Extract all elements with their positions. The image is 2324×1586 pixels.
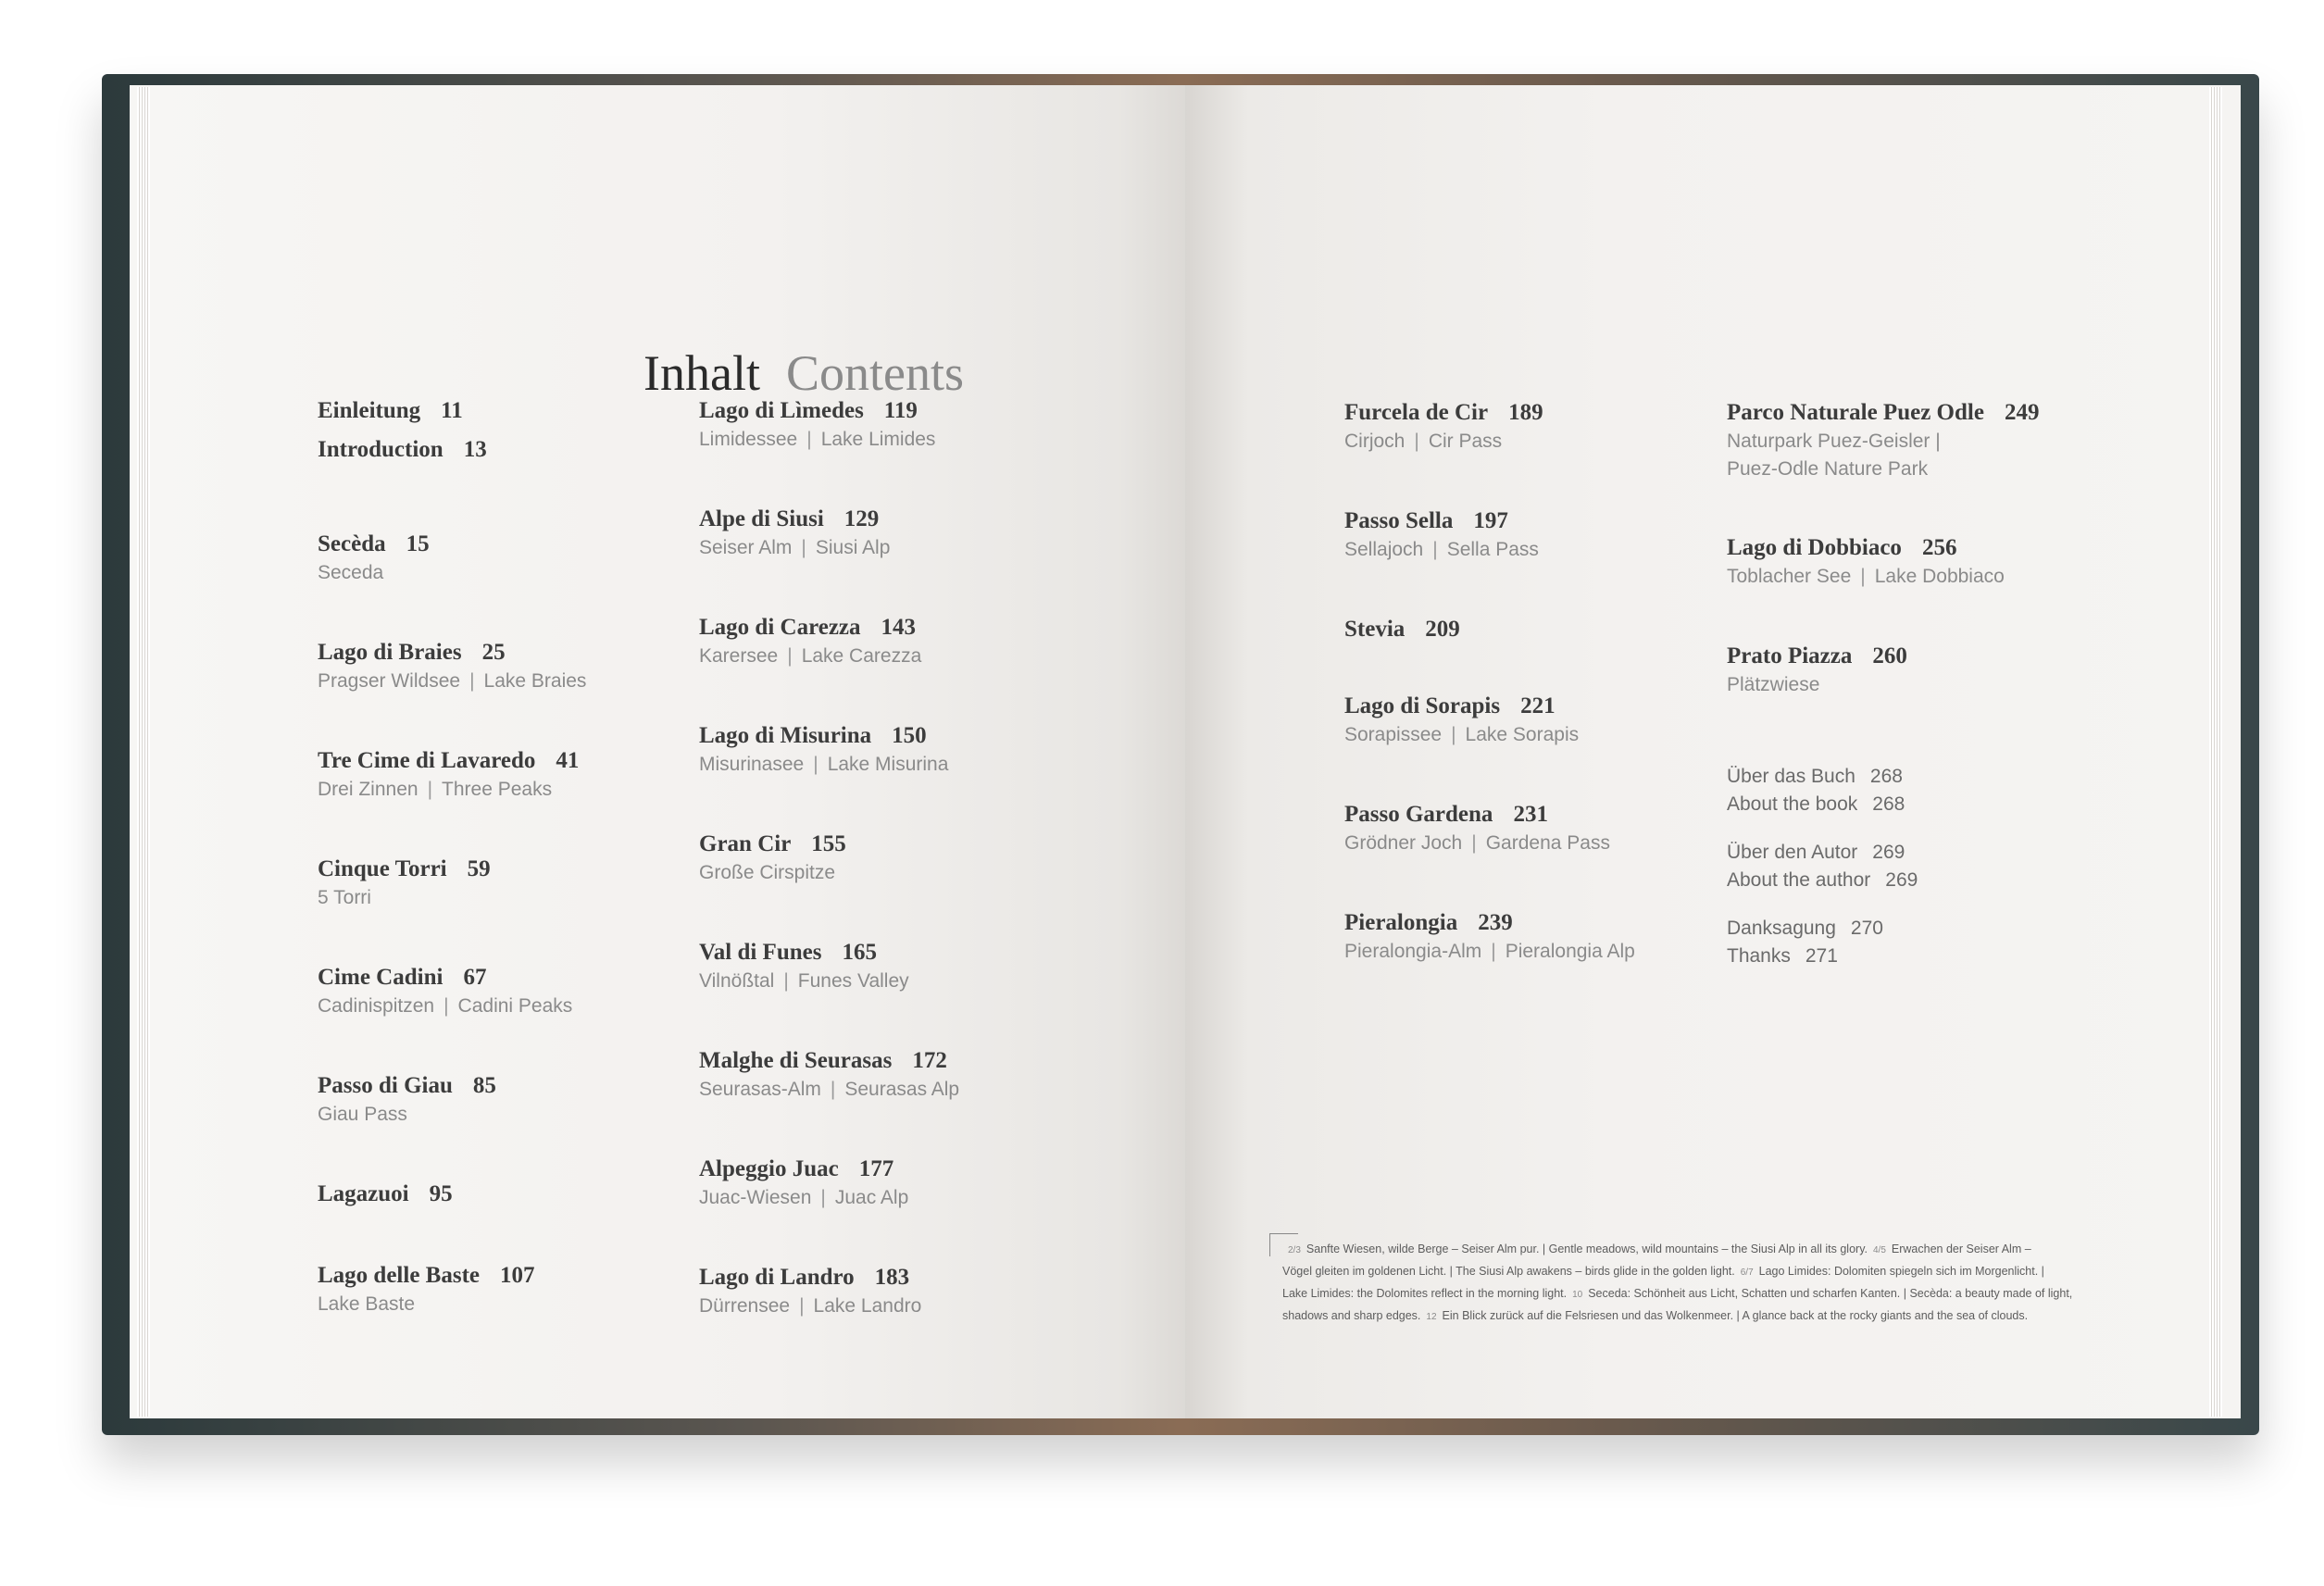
separator: | — [801, 537, 806, 558]
entry-title-text: Parco Naturale Puez Odle — [1727, 400, 1984, 425]
title-english: Contents — [785, 345, 964, 401]
subtitle-text: Lake Carezza — [801, 645, 922, 667]
entry-page-number: 11 — [441, 398, 463, 423]
toc-entry[interactable] — [1727, 642, 1907, 699]
entry-subtitle — [1344, 721, 1579, 749]
entry-page-number: 41 — [556, 748, 580, 773]
separator: | — [813, 754, 818, 775]
entry-title-text: Lago di Braies — [318, 640, 462, 665]
entry-page-number: 119 — [883, 398, 918, 423]
entry-subtitle — [699, 859, 846, 887]
entry-title-text: Lago delle Baste — [318, 1263, 480, 1288]
entry-title-text: Lago di Carezza — [699, 615, 861, 640]
separator: | — [820, 1187, 826, 1208]
toc-entry[interactable] — [1344, 615, 1460, 644]
entry-page-number: 197 — [1473, 508, 1508, 533]
separator: | — [1451, 724, 1456, 745]
subtitle-text: Pieralongia Alp — [1505, 941, 1635, 962]
toc-entry[interactable] — [699, 1263, 921, 1320]
entry-title — [1344, 800, 1610, 830]
entry-title-text: Val di Funes — [699, 940, 822, 965]
appendix-line — [1727, 867, 1918, 894]
toc-entry[interactable] — [699, 1046, 959, 1104]
toc-entry[interactable] — [318, 746, 579, 804]
appendix-page-number: 270 — [1850, 918, 1883, 939]
subtitle-text: Seurasas-Alm — [699, 1079, 821, 1100]
separator: | — [1491, 941, 1496, 962]
caption-line: 2/3 Sanfte Wiesen, wilde Berge – Seiser Alm pur. | Gentle meadows, wild mountains – the Siusi Alp in all its glory. 4/5 Erwachen der Seiser Alm – — [1288, 1243, 2031, 1255]
toc-entry[interactable] — [1727, 398, 2039, 483]
entry-title — [318, 963, 572, 993]
entry-title-text: Lago di Landro — [699, 1265, 855, 1290]
subtitle-text: Pragser Wildsee — [318, 670, 461, 692]
appendix-line — [1727, 915, 1883, 943]
subtitle-text: Plätzwiese — [1727, 674, 1820, 695]
subtitle-text: Funes Valley — [797, 970, 909, 992]
entry-title — [1344, 692, 1579, 721]
entry-page-number: 15 — [406, 531, 430, 556]
entry-page-number: 107 — [500, 1263, 535, 1288]
entry-subtitle — [318, 884, 491, 912]
appendix-page-number: 271 — [1805, 945, 1838, 967]
caption-line: Lake Limides: the Dolomites reflect in the morning light. 10 Seceda: Schönheit aus Licht, Schatten und scharfen Kanten. | Secèda: a beauty made of light, — [1282, 1287, 2073, 1300]
toc-entry[interactable] — [699, 830, 846, 887]
entry-page-number: 13 — [463, 437, 487, 462]
subtitle-text: Pieralongia-Alm — [1344, 941, 1482, 962]
toc-entry[interactable] — [1344, 506, 1539, 564]
entry-title — [318, 1071, 496, 1101]
entry-page-number: 165 — [842, 940, 877, 965]
entry-page-number: 260 — [1872, 643, 1907, 668]
entry-title-text: Pieralongia — [1344, 910, 1458, 935]
subtitle-text: Lake Misurina — [827, 754, 949, 775]
entry-title-text: Cime Cadini — [318, 965, 444, 990]
entry-title-text: Alpe di Siusi — [699, 506, 824, 531]
right-page — [1185, 85, 2241, 1418]
entry-title — [318, 746, 579, 776]
subtitle-text: Vilnößtal — [699, 970, 775, 992]
separator: | — [444, 995, 449, 1017]
appendix-label: About the book — [1727, 793, 1858, 815]
appendix-entry[interactable] — [1727, 763, 1905, 818]
entry-subtitle — [699, 643, 921, 670]
page-edges-right — [2209, 87, 2222, 1417]
entry-title-text: Lago di Misurina — [699, 723, 872, 748]
toc-entry[interactable] — [699, 1155, 908, 1212]
entry-title — [699, 396, 935, 426]
subtitle-text: Drei Zinnen — [318, 779, 419, 800]
entry-subtitle — [699, 1184, 908, 1212]
entry-subtitle — [1344, 830, 1610, 857]
appendix-page-number: 269 — [1872, 842, 1905, 863]
appendix-label: Über das Buch — [1727, 766, 1855, 787]
toc-entry[interactable] — [318, 1180, 453, 1209]
toc-entry[interactable] — [1344, 692, 1579, 749]
subtitle-text: Lake Baste — [318, 1293, 416, 1315]
subtitle-text: Lake Braies — [483, 670, 587, 692]
entry-subtitle: Puez-Odle Nature Park — [1727, 458, 1929, 480]
subtitle-text: Juac Alp — [834, 1187, 909, 1208]
entry-title — [1344, 908, 1635, 938]
appendix-page-number: 269 — [1885, 869, 1918, 891]
subtitle-text: Cadinispitzen — [318, 995, 435, 1017]
entry-page-number: 150 — [892, 723, 927, 748]
entry-title-text: Furcela de Cir — [1344, 400, 1489, 425]
entry-page-number: 221 — [1520, 693, 1556, 718]
title-german: Inhalt — [643, 345, 760, 401]
toc-entry[interactable] — [699, 613, 921, 670]
entry-title-text: Lagazuoi — [318, 1181, 409, 1206]
subtitle-text: Sella Pass — [1446, 539, 1539, 560]
entry-subtitle — [699, 534, 890, 562]
entry-title — [699, 1155, 908, 1184]
entry-title-text: Lago di Dobbiaco — [1727, 535, 1902, 560]
entry-title-text: Prato Piazza — [1727, 643, 1853, 668]
separator: | — [830, 1079, 836, 1100]
entry-title — [1727, 533, 2005, 563]
entry-title — [1727, 642, 1907, 671]
subtitle-text: Gardena Pass — [1485, 832, 1610, 854]
entry-title — [1344, 615, 1460, 644]
entry-page-number: 209 — [1425, 617, 1460, 642]
entry-title — [318, 1261, 535, 1291]
entry-title-text: Lago di Sorapis — [1344, 693, 1501, 718]
entry-title — [318, 638, 586, 668]
entry-title — [318, 1180, 453, 1209]
entry-title — [1344, 398, 1543, 428]
subtitle-text: Siusi Alp — [815, 537, 891, 558]
entry-page-number: 67 — [463, 965, 487, 990]
subtitle-text: Limidessee — [699, 429, 798, 450]
appendix-line — [1727, 763, 1905, 791]
entry-page-number: 25 — [481, 640, 506, 665]
entry-page-number: 155 — [811, 831, 846, 856]
entry-page-number: 249 — [2004, 400, 2040, 425]
entry-subtitle — [318, 1101, 496, 1129]
appendix-line — [1727, 943, 1883, 970]
entry-title-text: Passo di Giau — [318, 1073, 453, 1098]
entry-title — [699, 1263, 921, 1293]
subtitle-text: Seceda — [318, 562, 384, 583]
separator: | — [1471, 832, 1477, 854]
entry-subtitle: Naturpark Puez-Geisler | — [1727, 431, 1941, 452]
separator: | — [806, 429, 812, 450]
entry-subtitle — [699, 1076, 959, 1104]
entry-page-number: 172 — [912, 1048, 947, 1073]
separator: | — [783, 970, 789, 992]
entry-subtitle — [318, 668, 586, 695]
entry-subtitle — [1344, 536, 1539, 564]
entry-title-text: Passo Sella — [1344, 508, 1454, 533]
separator: | — [799, 1295, 805, 1317]
subtitle-text: Lake Dobbiaco — [1874, 566, 2005, 587]
subtitle-text: Karersee — [699, 645, 779, 667]
separator: | — [1414, 431, 1419, 452]
toc-entry[interactable] — [1344, 908, 1635, 966]
appendix-label: About the author — [1727, 869, 1871, 891]
subtitle-text: Grödner Joch — [1344, 832, 1463, 854]
entry-page-number: 85 — [472, 1073, 496, 1098]
toc-entry[interactable] — [1344, 398, 1543, 456]
toc-entry[interactable] — [1727, 533, 2005, 591]
toc-entry[interactable] — [318, 1071, 496, 1129]
entry-subtitle — [1344, 428, 1543, 456]
entry-title-text: Stevia — [1344, 617, 1406, 642]
entry-page-number: 95 — [429, 1181, 453, 1206]
toc-entry[interactable] — [699, 721, 948, 779]
entry-title-text: Gran Cir — [699, 831, 792, 856]
toc-entry[interactable] — [699, 505, 890, 562]
appendix-page-number: 268 — [1872, 793, 1905, 815]
entry-page-number: 177 — [858, 1156, 894, 1181]
entry-title — [1727, 398, 2039, 428]
separator: | — [427, 779, 433, 800]
entry-subtitle — [699, 426, 935, 454]
toc-entry[interactable] — [699, 396, 935, 454]
toc-entry[interactable] — [318, 638, 586, 695]
entry-subtitle — [318, 993, 572, 1020]
toc-entry[interactable] — [318, 963, 572, 1020]
entry-subtitle — [699, 751, 948, 779]
subtitle-text: Juac-Wiesen — [699, 1187, 812, 1208]
toc-entry[interactable] — [1344, 800, 1610, 857]
subtitle-text: Toblacher See — [1727, 566, 1852, 587]
entry-title — [318, 435, 487, 465]
entry-title — [318, 530, 430, 559]
entry-page-number: 183 — [874, 1265, 910, 1290]
entry-title — [699, 613, 921, 643]
toc-entry[interactable] — [318, 530, 430, 587]
page-edges-left — [137, 87, 150, 1417]
subtitle-text: Three Peaks — [442, 779, 553, 800]
entry-page-number: 143 — [881, 615, 917, 640]
appendix-entry[interactable] — [1727, 915, 1883, 970]
caption-bracket — [1269, 1233, 1298, 1256]
entry-subtitle — [1727, 671, 1907, 699]
entry-title — [699, 721, 948, 751]
photo-captions — [1282, 1239, 2143, 1328]
subtitle-text: Giau Pass — [318, 1104, 407, 1125]
entry-title-text: Secèda — [318, 531, 386, 556]
appendix-label: Thanks — [1727, 945, 1791, 967]
entry-subtitle — [699, 968, 909, 995]
page-title — [643, 344, 964, 402]
entry-title-text: Cinque Torri — [318, 856, 447, 881]
entry-subtitle — [1344, 938, 1635, 966]
entry-title-text: Tre Cime di Lavaredo — [318, 748, 536, 773]
separator: | — [1860, 566, 1866, 587]
subtitle-text: Seiser Alm — [699, 537, 793, 558]
entry-title — [699, 830, 846, 859]
entry-title-text: Introduction — [318, 437, 444, 462]
entry-subtitle — [1727, 563, 2005, 591]
appendix-label: Danksagung — [1727, 918, 1836, 939]
subtitle-text: Misurinasee — [699, 754, 805, 775]
entry-title — [1344, 506, 1539, 536]
entry-title — [699, 505, 890, 534]
entry-page-number: 256 — [1921, 535, 1957, 560]
entry-subtitle — [318, 776, 579, 804]
entry-subtitle — [699, 1293, 921, 1320]
appendix-page-number: 268 — [1869, 766, 1903, 787]
subtitle-text: Cadini Peaks — [457, 995, 573, 1017]
subtitle-text: Lake Limides — [820, 429, 936, 450]
toc-entry[interactable] — [318, 396, 463, 426]
toc-entry[interactable] — [318, 435, 487, 465]
subtitle-text: Dürrensee — [699, 1295, 791, 1317]
separator: | — [787, 645, 793, 667]
subtitle-text: Sorapissee — [1344, 724, 1443, 745]
entry-subtitle — [318, 559, 430, 587]
appendix-line — [1727, 791, 1905, 818]
subtitle-text: Cir Pass — [1428, 431, 1503, 452]
entry-title — [699, 938, 909, 968]
toc-entry[interactable] — [318, 855, 491, 912]
subtitle-text: Lake Sorapis — [1465, 724, 1580, 745]
entry-title-text: Lago di Lìmedes — [699, 398, 864, 423]
entry-page-number: 231 — [1513, 802, 1548, 827]
caption-line: shadows and sharp edges. 12 Ein Blick zurück auf die Felsriesen und das Wolkenmeer. | A glance back at the rocky giants and the sea of clouds. — [1282, 1309, 2029, 1322]
entry-title — [318, 396, 463, 426]
entry-title-text: Alpeggio Juac — [699, 1156, 839, 1181]
toc-entry[interactable] — [699, 938, 909, 995]
entry-title — [699, 1046, 959, 1076]
entry-page-number: 59 — [467, 856, 491, 881]
entry-title — [318, 855, 491, 884]
subtitle-text: Große Cirspitze — [699, 862, 836, 883]
subtitle-text: Seurasas Alp — [844, 1079, 960, 1100]
subtitle-text: Cirjoch — [1344, 431, 1406, 452]
subtitle-text: Lake Landro — [813, 1295, 922, 1317]
caption-line: Vögel gleiten im goldenen Licht. | The Siusi Alp awakens – birds glide in the golden light. 6/7 Lago Limides: Dolomiten spiegeln sich im Morgenlicht. | — [1282, 1265, 2044, 1278]
entry-page-number: 239 — [1478, 910, 1513, 935]
entry-title-text: Einleitung — [318, 398, 421, 423]
entry-title-text: Malghe di Seurasas — [699, 1048, 893, 1073]
subtitle-text: 5 Torri — [318, 887, 371, 908]
separator: | — [469, 670, 475, 692]
separator: | — [1432, 539, 1438, 560]
toc-entry[interactable] — [318, 1261, 535, 1318]
entry-page-number: 189 — [1508, 400, 1543, 425]
appendix-line — [1727, 839, 1918, 867]
entry-subtitle — [318, 1291, 535, 1318]
entry-page-number: 129 — [843, 506, 880, 531]
appendix-label: Über den Autor — [1727, 842, 1858, 863]
entry-title-text: Passo Gardena — [1344, 802, 1493, 827]
left-page — [130, 85, 1205, 1418]
subtitle-text: Sellajoch — [1344, 539, 1424, 560]
appendix-entry[interactable] — [1727, 839, 1918, 894]
